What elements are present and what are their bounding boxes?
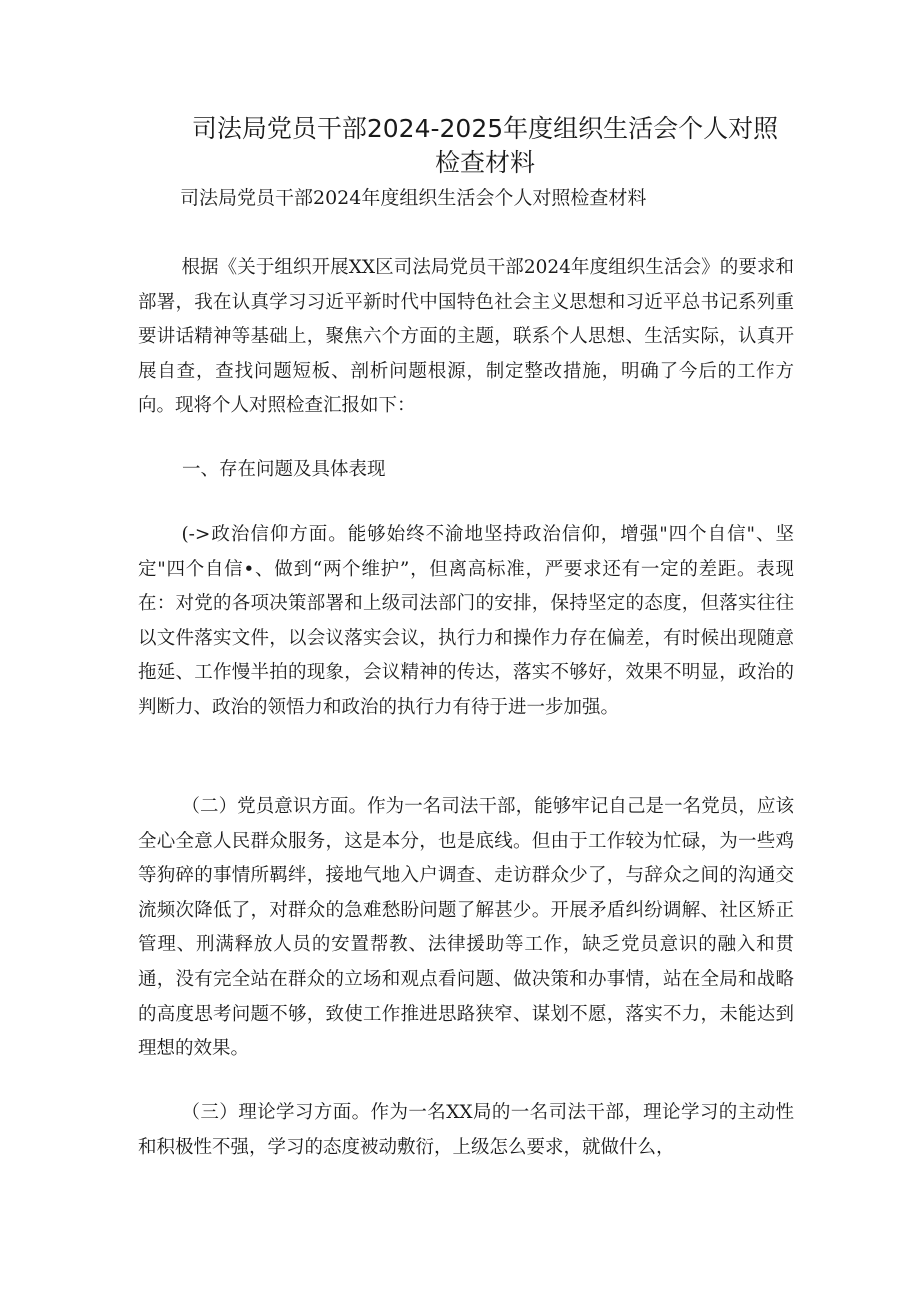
document-title: 司法局党员干部2024-2025年度组织生活会个人对照检查材料 (191, 114, 779, 177)
paragraph-party-awareness: （二）党员意识方面。作为一名司法干部，能够牢记自己是一名党员，应该全心全意人民群众服务，这是本分，也是底线。但由于工作较为忙碌，为一些鸡等狗碎的事情所羁绊，接地气地入户调查、走访群众少了，与辞众之间的沟通交流频次降低了，对群众的急难愁盼问题了解甚少。开展矛盾纠纷调解、社区矫正管理、刑满释放人员的安置帮教、法律援助等工作，缺乏党员意识的融入和贯通，没有完全站在群众的立场和观点看问题、做决策和办事情，站在全局和战略的高度思考问题不够，致使工作推进思路狭窄、谋划不愿，落实不力，未能达到理想的效果。 (138, 796, 794, 1060)
intro-paragraph: 根据《关于组织开展XX区司法局党员干部2024年度组织生活会》的要求和部署，我在认真学习习近平新时代中国特色社会主义思想和习近平总书记系列重要讲话精神等基础上，聚焦六个方面的主题，联系个人思想、生活实际，认真开展自查，查找问题短板、剖析问题根源，制定整改措施，明确了今后的工作方向。现将个人对照检查汇报如下： (138, 257, 794, 417)
document-subtitle: 司法局党员干部2024年度组织生活会个人对照检查材料 (180, 187, 647, 209)
section-heading: 一、存在问题及具体表现 (182, 459, 386, 480)
paragraph-theory-study: （三）理论学习方面。作为一名XX局的一名司法干部，理论学习的主动性和积极性不强，学习的态度被动敷衍，上级怎么要求，就做什么， (138, 1102, 794, 1158)
paragraph-political-belief: (->政治信仰方面。能够始终不渝地坚持政治信仰，增强"四个自信"、坚定"四个自信•、做到“两个维护”，但离高标准，严要求还有一定的差距。表现在：对党的各项决策部署和上级司法部门的安排，保持坚定的态度，但落实往往以文件落实文件，以会议落实会议，执行力和操作力存在偏差，有时候出现随意拖延、工作慢半拍的现象，会议精神的传达，落实不够好，效果不明显，政治的判断力、政治的领悟力和政治的执行力有待于进一步加强。 (138, 524, 794, 718)
